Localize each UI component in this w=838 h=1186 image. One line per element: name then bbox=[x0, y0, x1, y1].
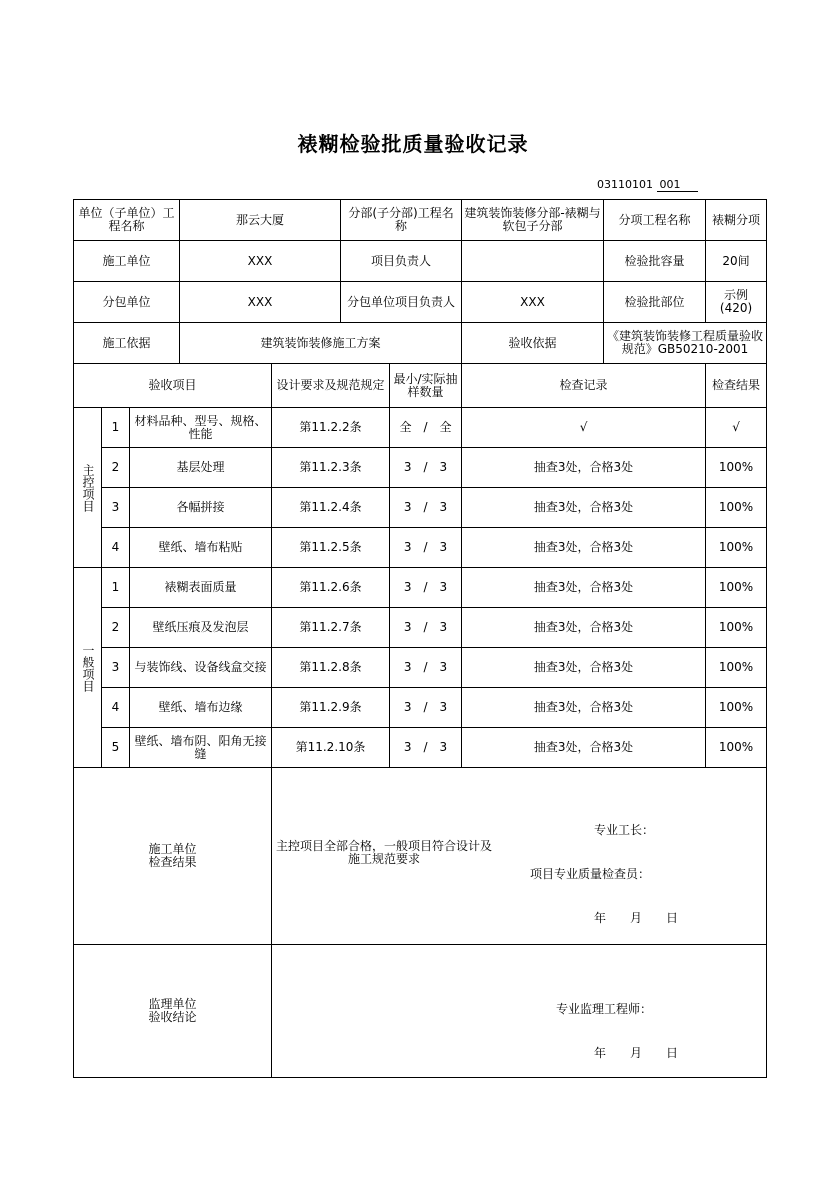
item-result: 100% bbox=[706, 448, 767, 488]
general-item-row bbox=[74, 608, 767, 648]
item-no: 3 bbox=[102, 488, 130, 528]
sample-actual: 3 bbox=[439, 740, 448, 754]
sample-min: 3 bbox=[403, 540, 412, 554]
code-prefix: 03110101 bbox=[597, 178, 653, 191]
construction-conclusion: 主控项目全部合格，一般项目符合设计及施工规范要求 bbox=[276, 839, 493, 866]
basis-label: 施工依据 bbox=[74, 323, 180, 364]
item-result: 100% bbox=[706, 728, 767, 768]
general-item-row bbox=[74, 648, 767, 688]
general-item-row bbox=[74, 568, 767, 608]
sub-pm-label: 分包单位项目负责人 bbox=[341, 282, 462, 323]
item-record: 抽查3处，合格3处 bbox=[462, 608, 706, 648]
construction-date: 年 月 日 bbox=[594, 911, 679, 925]
constructor-value: XXX bbox=[180, 241, 341, 282]
location-value: 示例(420) bbox=[706, 282, 767, 323]
sample-min: 3 bbox=[403, 580, 412, 594]
document-title: 裱糊检验批质量验收记录 bbox=[297, 132, 529, 156]
item-result: √ bbox=[706, 408, 767, 448]
item-clause: 第11.2.10条 bbox=[272, 728, 390, 768]
item-record: 抽查3处，合格3处 bbox=[462, 528, 706, 568]
item-no: 1 bbox=[102, 568, 130, 608]
item-record: 抽查3处，合格3处 bbox=[462, 488, 706, 528]
item-result: 100% bbox=[706, 688, 767, 728]
general-item-row bbox=[74, 728, 767, 768]
sample-actual: 3 bbox=[439, 700, 448, 714]
item-sample: 3 / 3 bbox=[390, 528, 462, 568]
item-sample: 3 / 3 bbox=[390, 728, 462, 768]
item-record: 抽查3处，合格3处 bbox=[462, 568, 706, 608]
capacity-value: 20间 bbox=[706, 241, 767, 282]
subdiv-label: 分部(子分部)工程名称 bbox=[341, 200, 462, 241]
location-label: 检验批部位 bbox=[604, 282, 706, 323]
col-item: 验收项目 bbox=[74, 364, 272, 408]
subcontractor-label: 分包单位 bbox=[74, 282, 180, 323]
constructor-label: 施工单位 bbox=[74, 241, 180, 282]
item-clause: 第11.2.2条 bbox=[272, 408, 390, 448]
sample-actual: 3 bbox=[439, 620, 448, 634]
supervision-date: 年 月 日 bbox=[594, 1046, 679, 1060]
item-clause: 第11.2.3条 bbox=[272, 448, 390, 488]
construction-check-cell bbox=[272, 768, 767, 945]
item-clause: 第11.2.9条 bbox=[272, 688, 390, 728]
item-record: 抽查3处，合格3处 bbox=[462, 728, 706, 768]
item-no: 2 bbox=[102, 608, 130, 648]
construction-check-label-text: 施工单位检查结果 bbox=[148, 842, 197, 869]
item-name: 壁纸、墙布边缘 bbox=[130, 688, 272, 728]
item-sample: 3 / 3 bbox=[390, 488, 462, 528]
item-no: 3 bbox=[102, 648, 130, 688]
item-result: 100% bbox=[706, 488, 767, 528]
col-result: 检查结果 bbox=[706, 364, 767, 408]
sample-actual: 3 bbox=[439, 660, 448, 674]
supervision-label bbox=[74, 945, 272, 1078]
item-result: 100% bbox=[706, 608, 767, 648]
main-item-row bbox=[74, 528, 767, 568]
sample-min: 3 bbox=[403, 500, 412, 514]
general-group-label: 一般项目 bbox=[74, 568, 102, 768]
basis-value: 建筑装饰装修施工方案 bbox=[180, 323, 462, 364]
sample-actual: 3 bbox=[439, 540, 448, 554]
item-sample: 3 / 3 bbox=[390, 688, 462, 728]
item-name: 各幅拼接 bbox=[130, 488, 272, 528]
pm-label: 项目负责人 bbox=[341, 241, 462, 282]
item-no: 1 bbox=[102, 408, 130, 448]
subdiv-value: 建筑装饰装修分部-裱糊与软包子分部 bbox=[462, 200, 604, 241]
inspection-form bbox=[73, 199, 767, 1078]
item-no: 5 bbox=[102, 728, 130, 768]
main-group-label: 主控项目 bbox=[74, 408, 102, 568]
item-sample: 3 / 3 bbox=[390, 448, 462, 488]
sample-actual: 全 bbox=[439, 420, 452, 434]
sample-min: 3 bbox=[403, 740, 412, 754]
item-clause: 第11.2.8条 bbox=[272, 648, 390, 688]
item-result: 100% bbox=[706, 528, 767, 568]
quality-inspector-label: 项目专业质量检查员： bbox=[530, 867, 651, 881]
col-sample: 最小/实际抽样数量 bbox=[390, 364, 462, 408]
unit-label: 单位（子单位）工程名称 bbox=[74, 200, 180, 241]
sample-actual: 3 bbox=[439, 460, 448, 474]
supervision-label-text: 监理单位验收结论 bbox=[148, 997, 197, 1024]
unit-value: 那云大厦 bbox=[180, 200, 341, 241]
item-clause: 第11.2.7条 bbox=[272, 608, 390, 648]
item-name: 壁纸、墙布粘贴 bbox=[130, 528, 272, 568]
accept-basis-value: 《建筑装饰装修工程质量验收规范》GB50210-2001 bbox=[604, 323, 767, 364]
item-name: 材料品种、型号、规格、性能 bbox=[130, 408, 272, 448]
sample-min: 3 bbox=[403, 620, 412, 634]
item-result: 100% bbox=[706, 648, 767, 688]
sample-min: 3 bbox=[403, 660, 412, 674]
item-name: 壁纸压痕及发泡层 bbox=[130, 608, 272, 648]
sample-actual: 3 bbox=[439, 500, 448, 514]
item-record: 抽查3处，合格3处 bbox=[462, 448, 706, 488]
item-clause: 第11.2.4条 bbox=[272, 488, 390, 528]
item-clause: 第11.2.6条 bbox=[272, 568, 390, 608]
item-name: 基层处理 bbox=[130, 448, 272, 488]
capacity-label: 检验批容量 bbox=[604, 241, 706, 282]
col-record: 检查记录 bbox=[462, 364, 706, 408]
item-name: 裱糊表面质量 bbox=[130, 568, 272, 608]
accept-basis-label: 验收依据 bbox=[462, 323, 604, 364]
sample-min: 全 bbox=[399, 420, 412, 434]
item-no: 4 bbox=[102, 688, 130, 728]
item-sample: 3 / 3 bbox=[390, 568, 462, 608]
col-design: 设计要求及规范规定 bbox=[272, 364, 390, 408]
document-code bbox=[597, 178, 698, 192]
item-no: 2 bbox=[102, 448, 130, 488]
item-record: √ bbox=[462, 408, 706, 448]
subitem-value: 裱糊分项 bbox=[706, 200, 767, 241]
item-record: 抽查3处，合格3处 bbox=[462, 688, 706, 728]
item-name: 壁纸、墙布阴、阳角无接缝 bbox=[130, 728, 272, 768]
foreman-label: 专业工长： bbox=[594, 823, 655, 837]
item-sample: 3 / 3 bbox=[390, 608, 462, 648]
pm-value bbox=[462, 241, 604, 282]
sample-min: 3 bbox=[403, 460, 412, 474]
sub-pm-value: XXX bbox=[462, 282, 604, 323]
main-item-row bbox=[74, 488, 767, 528]
sample-min: 3 bbox=[403, 700, 412, 714]
item-sample: 3 / 3 bbox=[390, 648, 462, 688]
supervising-engineer-label: 专业监理工程师： bbox=[556, 1002, 653, 1016]
sample-actual: 3 bbox=[439, 580, 448, 594]
subitem-label: 分项工程名称 bbox=[604, 200, 706, 241]
item-name: 与装饰线、设备线盒交接 bbox=[130, 648, 272, 688]
supervision-cell bbox=[272, 945, 767, 1078]
subcontractor-value: XXX bbox=[180, 282, 341, 323]
item-clause: 第11.2.5条 bbox=[272, 528, 390, 568]
construction-check-label bbox=[74, 768, 272, 945]
main-item-row bbox=[74, 408, 767, 448]
item-sample: 全 / 全 bbox=[390, 408, 462, 448]
item-no: 4 bbox=[102, 528, 130, 568]
main-item-row bbox=[74, 448, 767, 488]
item-record: 抽查3处，合格3处 bbox=[462, 648, 706, 688]
item-result: 100% bbox=[706, 568, 767, 608]
general-item-row bbox=[74, 688, 767, 728]
code-number: 001 bbox=[657, 178, 698, 192]
